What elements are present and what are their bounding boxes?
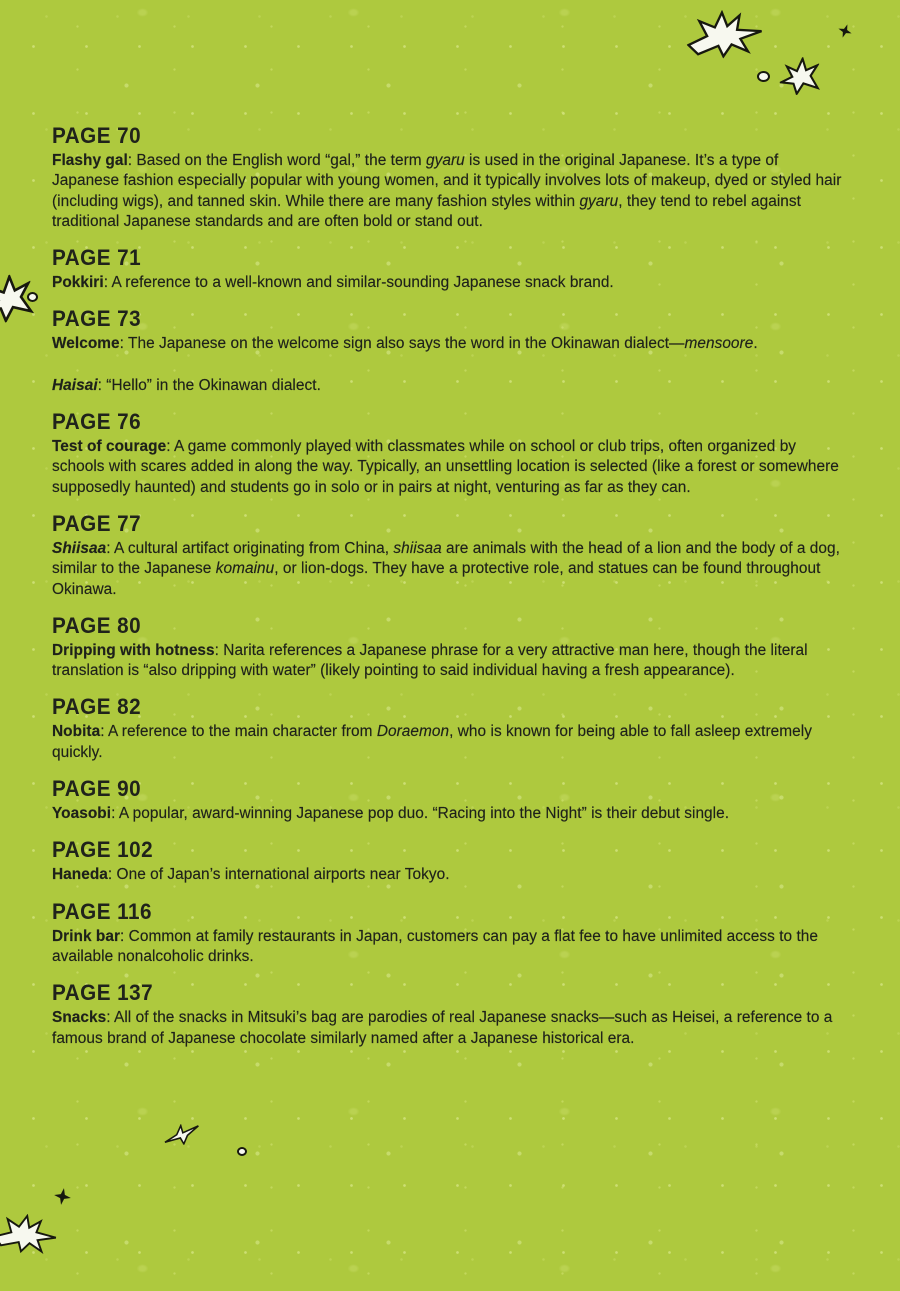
note-text-segment: Drink bar xyxy=(52,927,121,945)
note-text-segment: are animals with the head of a lion and the body of a dog, similar to the Japanese xyxy=(52,539,840,578)
note-text-segment: : A cultural artifact originating from China, xyxy=(106,539,394,557)
page-heading: PAGE 102 xyxy=(52,837,154,863)
note-text-segment: , they tend to rebel against traditional Japanese standards and are often bold or stand out. xyxy=(52,192,801,230)
note-block xyxy=(52,411,848,498)
page-heading: PAGE 71 xyxy=(52,245,142,271)
note-text-segment: Haneda xyxy=(52,866,108,884)
note-text-segment: Dripping with hotness xyxy=(52,641,215,659)
note-text-segment: : Based on the English word “gal,” the term xyxy=(127,152,426,169)
note-text-segment: gyaru xyxy=(425,152,465,169)
note-text-segment: , or lion-dogs. They have a protective role, and statues can be found throughout Okinawa. xyxy=(52,560,821,598)
note-paragraph xyxy=(52,376,848,396)
note-block xyxy=(52,510,848,600)
note-text-segment: : A popular, award-winning Japanese pop duo. “Racing into the Night” is their debut single. xyxy=(111,805,730,823)
page-heading: PAGE 80 xyxy=(52,612,142,638)
note-text-segment: . xyxy=(753,335,758,353)
note-block xyxy=(52,778,848,824)
note-text-segment: : One of Japan’s international airports near Tokyo. xyxy=(107,866,450,884)
note-text-segment: Nobita xyxy=(52,723,101,741)
note-paragraph xyxy=(52,804,848,824)
note-text-segment: , who is known for being able to fall asleep extremely quickly. xyxy=(52,723,812,761)
note-text-segment: Doraemon xyxy=(376,723,450,741)
note-text-segment: Test of courage xyxy=(52,438,167,456)
note-paragraph xyxy=(52,151,848,232)
star-icon xyxy=(836,22,854,40)
page-heading: PAGE 90 xyxy=(52,776,142,802)
note-text-segment: : The Japanese on the welcome sign also says the word in the Okinawan dialect— xyxy=(119,335,685,353)
notes-list xyxy=(52,125,848,1064)
note-block xyxy=(52,696,848,763)
sparkle-icon xyxy=(684,6,767,62)
page-heading: PAGE 77 xyxy=(52,510,142,536)
sparkle-icon xyxy=(162,1121,203,1147)
page-heading: PAGE 70 xyxy=(52,123,142,148)
note-block xyxy=(52,308,848,396)
note-block xyxy=(52,125,848,232)
note-text-segment: is used in the original Japanese. It’s a type of Japanese fashion especially popular with young women, and it typically involves lots of makeup, dyed or styled hair (including wigs), and tanned skin. While there are many fashion styles within xyxy=(52,152,842,210)
star-icon xyxy=(53,1187,73,1207)
circle-icon xyxy=(237,1147,247,1156)
note-text-segment: komainu xyxy=(215,560,275,578)
note-block xyxy=(52,612,848,682)
note-text-segment: : A reference to the main character from xyxy=(100,723,377,741)
note-text-segment: Welcome xyxy=(52,335,120,353)
note-paragraph xyxy=(52,641,848,682)
note-text-segment: gyaru xyxy=(579,192,619,210)
note-text-segment: : Common at family restaurants in Japan, customers can pay a flat fee to have unlimited access to the available nonalcoholic drinks. xyxy=(52,927,818,965)
note-text-segment: shiisaa xyxy=(393,539,442,557)
sparkle-icon xyxy=(776,55,824,98)
note-block xyxy=(52,982,848,1049)
note-paragraph xyxy=(52,1008,848,1049)
note-text-segment: Pokkiri xyxy=(52,274,104,292)
note-text-segment: Flashy gal xyxy=(52,152,128,169)
note-paragraph xyxy=(52,722,848,763)
note-text-segment: Yoasobi xyxy=(52,805,112,823)
note-text-segment: : A reference to a well-known and similar-sounding Japanese snack brand. xyxy=(103,274,614,292)
page-heading: PAGE 73 xyxy=(52,306,142,332)
page-heading: PAGE 82 xyxy=(52,694,142,720)
sparkle-icon xyxy=(0,270,39,327)
circle-icon xyxy=(757,71,770,82)
note-text-segment: Shiisaa xyxy=(52,539,107,557)
note-text-segment: Haisai xyxy=(52,376,98,394)
note-paragraph xyxy=(52,273,848,293)
note-text-segment: : “Hello” in the Okinawan dialect. xyxy=(97,376,321,394)
note-block xyxy=(52,247,848,293)
note-text-segment: : All of the snacks in Mitsuki’s bag are parodies of real Japanese snacks—such as Heisei, a reference to a famous brand of Japanese chocolate similarly named after a Japanese historical era. xyxy=(52,1009,833,1047)
note-text-segment: mensoore xyxy=(684,335,754,353)
page-heading: PAGE 137 xyxy=(52,980,154,1006)
note-paragraph xyxy=(52,334,848,354)
note-text-segment: Snacks xyxy=(52,1009,107,1027)
note-paragraph xyxy=(52,437,848,498)
circle-icon xyxy=(27,292,38,302)
sparkle-icon xyxy=(0,1211,60,1257)
page-heading: PAGE 76 xyxy=(52,409,142,435)
note-block xyxy=(52,839,848,885)
note-paragraph xyxy=(52,865,848,885)
note-text-segment: : Narita references a Japanese phrase for a very attractive man here, though the literal translation is “also dripping with water” (likely pointing to said individual having a fresh appearance). xyxy=(52,641,808,680)
note-paragraph xyxy=(52,539,848,600)
note-block xyxy=(52,898,848,968)
note-paragraph xyxy=(52,927,848,968)
page-heading: PAGE 116 xyxy=(52,898,152,924)
note-text-segment: : A game commonly played with classmates while on school or club trips, often organized by schools with scares added in along the way. Typically, an unsettling location is selected (like a forest or somewhere supposedly haunted) and students go in solo or in pairs at night, venturing as far as they can. xyxy=(52,438,839,496)
